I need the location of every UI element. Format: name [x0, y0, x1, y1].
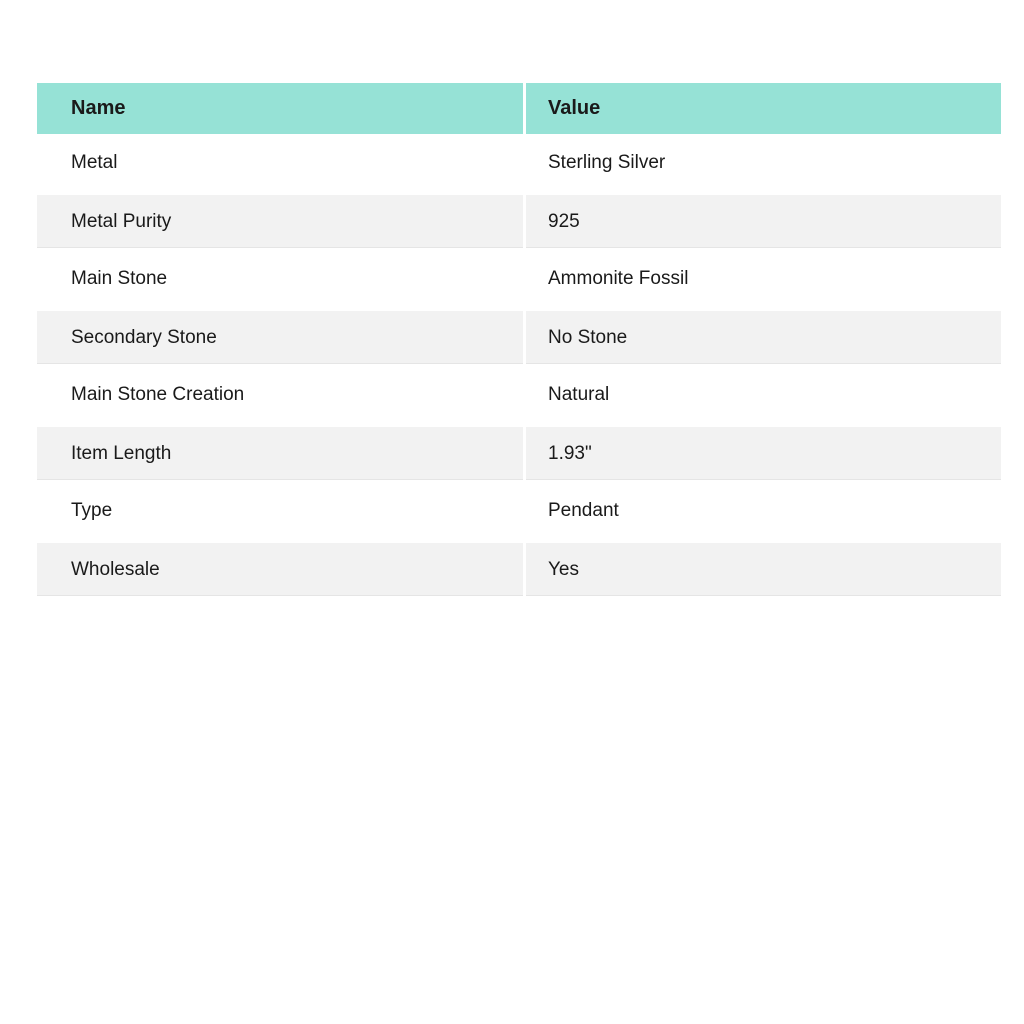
header-value-label: Value — [548, 97, 601, 119]
spec-name-cell — [37, 540, 523, 598]
table-row — [37, 424, 1001, 482]
table-row — [37, 308, 1001, 366]
spec-value-cell — [526, 250, 1001, 308]
spec-value: Sterling Silver — [548, 152, 666, 173]
spec-value-cell — [526, 134, 1001, 192]
header-name-label: Name — [71, 97, 126, 119]
spec-value: No Stone — [548, 326, 628, 348]
item-specifics-table — [37, 83, 1001, 598]
spec-value-cell — [526, 482, 1001, 540]
spec-name: Item Length — [71, 442, 172, 464]
spec-name-cell — [37, 424, 523, 482]
spec-name-cell — [37, 482, 523, 540]
spec-name: Type — [71, 500, 113, 521]
table-row — [37, 366, 1001, 424]
spec-value-cell — [526, 192, 1001, 250]
spec-value-cell — [526, 424, 1001, 482]
spec-name-cell — [37, 366, 523, 424]
spec-value: Pendant — [548, 500, 619, 521]
spec-name: Main Stone — [71, 268, 168, 289]
table-row — [37, 192, 1001, 250]
spec-name-cell — [37, 250, 523, 308]
spec-value-cell — [526, 308, 1001, 366]
spec-value: 925 — [548, 210, 580, 232]
spec-value: Ammonite Fossil — [548, 268, 689, 289]
spec-name: Main Stone Creation — [71, 384, 245, 405]
table-row — [37, 250, 1001, 308]
spec-name-cell — [37, 308, 523, 366]
spec-value-cell — [526, 540, 1001, 598]
spec-name: Metal — [71, 152, 118, 173]
table-row — [37, 134, 1001, 192]
spec-value: 1.93" — [548, 442, 592, 464]
header-value-cell — [526, 83, 1001, 134]
spec-name-cell — [37, 192, 523, 250]
spec-name: Metal Purity — [71, 210, 172, 232]
spec-value: Yes — [548, 558, 579, 580]
spec-name: Secondary Stone — [71, 326, 217, 348]
header-name-cell — [37, 83, 523, 134]
spec-name: Wholesale — [71, 558, 160, 580]
table-row — [37, 540, 1001, 598]
spec-name-cell — [37, 134, 523, 192]
spec-value: Natural — [548, 384, 610, 405]
table-row — [37, 482, 1001, 540]
spec-value-cell — [526, 366, 1001, 424]
table-header-row — [37, 83, 1001, 134]
